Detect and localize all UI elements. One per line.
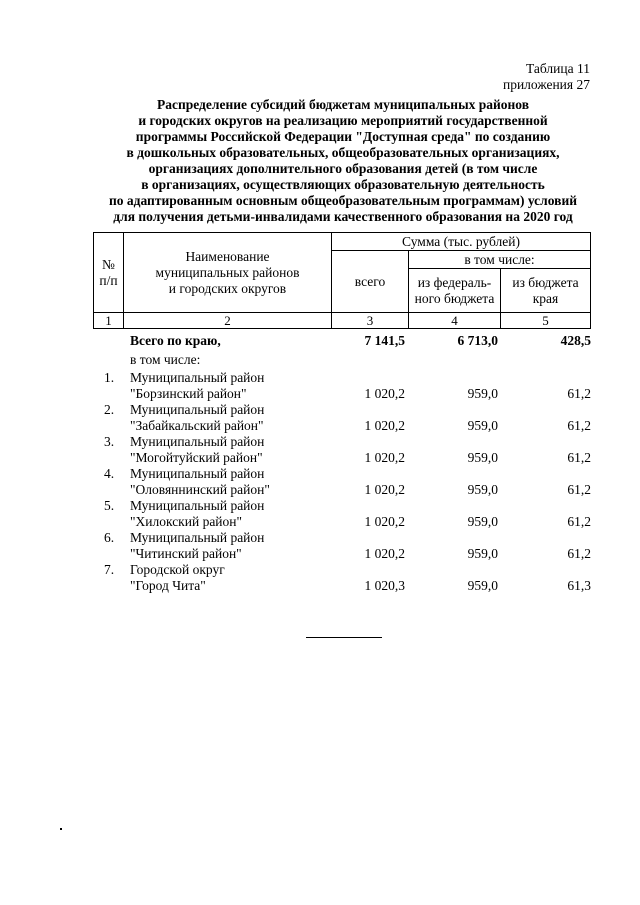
column-number-5: 5	[501, 313, 591, 329]
header-federal-line: из федераль-	[417, 274, 492, 290]
row-name-line2: "Оловяннинский район"	[130, 482, 270, 497]
total-federal: 6 713,0	[457, 333, 498, 348]
table-header	[93, 232, 591, 329]
row-federal: 959,0	[467, 482, 498, 497]
row-total: 1 020,2	[364, 418, 405, 433]
row-federal: 959,0	[467, 546, 498, 561]
row-regional: 61,2	[567, 450, 591, 465]
row-name-line1: Муниципальный район	[130, 530, 265, 545]
row-total: 1 020,2	[364, 482, 405, 497]
title-line: для получения детьми-инвалидами качественного образования на 2020 год	[113, 209, 573, 224]
row-total: 1 020,3	[364, 578, 405, 593]
row-regional: 61,2	[567, 482, 591, 497]
table-reference	[503, 61, 590, 93]
row-name-line2: "Хилокский район"	[130, 514, 243, 529]
title-line: организациях дополнительного образования детей (в том числе	[148, 161, 538, 176]
table-row	[93, 466, 591, 498]
row-name-line2: "Город Чита"	[130, 578, 206, 593]
table-row	[93, 530, 591, 562]
row-federal: 959,0	[467, 578, 498, 593]
title-line: Распределение субсидий бюджетам муниципальных районов	[156, 97, 530, 112]
row-number: 6.	[104, 530, 115, 545]
row-name-line2: "Могойтуйский район"	[130, 450, 263, 465]
including-label-row	[93, 352, 591, 368]
column-number-3: 3	[332, 313, 409, 329]
total-regional: 428,5	[560, 333, 591, 348]
title-line: программы Российской Федерации "Доступная среда" по созданию	[135, 129, 551, 144]
reference-table-number: Таблица 11	[526, 61, 590, 76]
table-row	[93, 434, 591, 466]
row-total: 1 020,2	[364, 450, 405, 465]
table-row	[93, 402, 591, 434]
column-number-2: 2	[124, 313, 332, 329]
row-number: 4.	[104, 466, 115, 481]
row-name-line2: "Читинский район"	[130, 546, 242, 561]
including-label: в том числе:	[130, 352, 201, 367]
header-sum-cell: Сумма (тыс. рублей)	[332, 233, 591, 251]
row-name-line1: Муниципальный район	[130, 434, 265, 449]
header-name-line: и городских округов	[168, 280, 287, 296]
title-line: по адаптированным основным общеобразовательным программам) условий	[108, 193, 577, 208]
header-regional-line: из бюджета	[512, 274, 579, 290]
header-name-line: муниципальных районов	[155, 264, 300, 280]
row-regional: 61,3	[567, 578, 591, 593]
row-number: 2.	[104, 402, 115, 417]
row-total: 1 020,2	[364, 514, 405, 529]
document-title	[88, 97, 598, 225]
row-name-line1: Муниципальный район	[130, 402, 265, 417]
row-regional: 61,2	[567, 386, 591, 401]
column-number-1: 1	[94, 313, 124, 329]
table-body	[93, 332, 591, 594]
header-regional-line: края	[532, 290, 559, 306]
row-regional: 61,2	[567, 546, 591, 561]
header-name-line: Наименование	[185, 248, 270, 264]
table-row	[93, 498, 591, 530]
title-line: в организациях, осуществляющих образовательную деятельность	[141, 177, 545, 192]
total-label: Всего по краю,	[130, 333, 221, 348]
header-total-cell: всего	[332, 251, 409, 313]
header-regional-cell	[501, 269, 591, 313]
end-divider	[306, 637, 382, 638]
row-federal: 959,0	[467, 514, 498, 529]
header-number-cell	[94, 233, 124, 313]
row-name-line1: Муниципальный район	[130, 370, 265, 385]
table-row	[93, 370, 591, 402]
row-regional: 61,2	[567, 418, 591, 433]
row-name-line2: "Борзинский район"	[130, 386, 247, 401]
header-name-cell	[124, 233, 332, 313]
row-federal: 959,0	[467, 386, 498, 401]
row-name-line2: "Забайкальский район"	[130, 418, 264, 433]
total-sum: 7 141,5	[364, 333, 405, 348]
row-number: 5.	[104, 498, 115, 513]
header-federal-cell	[409, 269, 501, 313]
total-row	[93, 332, 591, 350]
row-federal: 959,0	[467, 450, 498, 465]
row-number: 1.	[104, 370, 115, 385]
scan-dot	[60, 828, 62, 830]
column-number-4: 4	[409, 313, 501, 329]
header-federal-line: ного бюджета	[414, 290, 495, 306]
row-name-line1: Городской округ	[130, 562, 225, 577]
row-name-line1: Муниципальный район	[130, 498, 265, 513]
row-regional: 61,2	[567, 514, 591, 529]
header-including-cell: в том числе:	[409, 251, 591, 269]
title-line: и городских округов на реализацию мероприятий государственной	[138, 113, 548, 128]
table-row	[93, 562, 591, 594]
reference-appendix: приложения 27	[502, 77, 590, 92]
header-number-abbr: п/п	[99, 272, 118, 288]
row-number: 3.	[104, 434, 115, 449]
row-name-line1: Муниципальный район	[130, 466, 265, 481]
row-total: 1 020,2	[364, 546, 405, 561]
row-federal: 959,0	[467, 418, 498, 433]
row-number: 7.	[104, 562, 115, 577]
title-line: в дошкольных образовательных, общеобразовательных организациях,	[126, 145, 560, 160]
row-total: 1 020,2	[364, 386, 405, 401]
header-number-sign: №	[102, 256, 115, 272]
